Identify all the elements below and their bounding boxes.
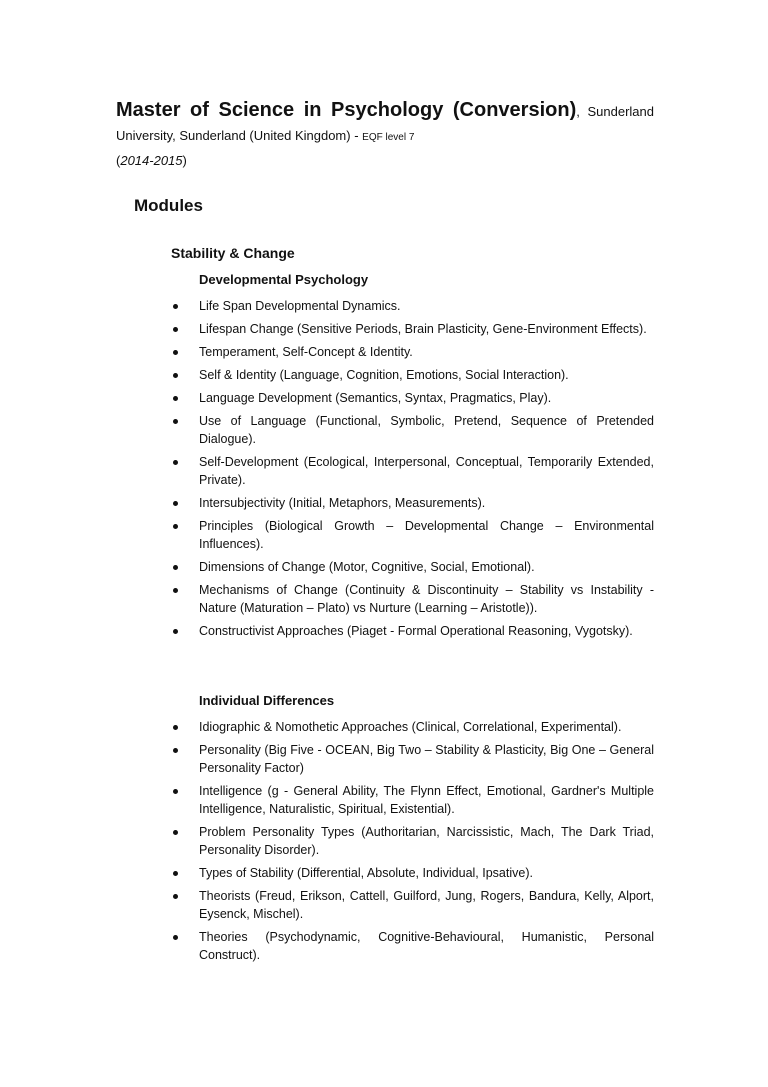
bullet-icon (173, 501, 178, 506)
bullet-icon (173, 373, 178, 378)
list-item-text: Theorists (Freud, Erikson, Cattell, Guilford, Jung, Rogers, Bandura, Kelly, Alport, Eysenck, Mischel). (199, 889, 654, 921)
list-item (170, 887, 654, 923)
bullet-icon (173, 304, 178, 309)
bullet-icon (173, 419, 178, 424)
eqf-level: EQF level 7 (362, 132, 415, 143)
institution-part-b: University, Sunderland (United Kingdom) - (116, 128, 363, 143)
list-item-text: Language Development (Semantics, Syntax, Pragmatics, Play). (199, 391, 552, 405)
bullet-icon (173, 871, 178, 876)
bullet-icon (173, 396, 178, 401)
bullet-icon (173, 789, 178, 794)
list-item (170, 928, 654, 964)
list-item-text: Theories (Psychodynamic, Cognitive-Behavioural, Humanistic, Personal Construct). (199, 930, 654, 962)
bullet-icon (173, 565, 178, 570)
list-item-text: Self-Development (Ecological, Interpersonal, Conceptual, Temporarily Extended, Private). (199, 455, 654, 487)
institution-line (116, 126, 654, 148)
list-item-text: Temperament, Self-Concept & Identity. (199, 345, 413, 359)
bullet-icon (173, 894, 178, 899)
years-range: 2014-2015 (120, 153, 183, 168)
bullet-icon (173, 524, 178, 529)
bullet-icon (173, 350, 178, 355)
section-heading: Stability & Change (171, 245, 295, 261)
list-item-text: Personality (Big Five - OCEAN, Big Two – Stability & Plasticity, Big One – General Personality Factor) (199, 743, 654, 775)
list-item-text: Self & Identity (Language, Cognition, Emotions, Social Interaction). (199, 368, 569, 382)
list-item (170, 782, 654, 818)
bullet-icon (173, 588, 178, 593)
bullet-icon (173, 830, 178, 835)
list-item (170, 412, 654, 448)
list-item (170, 494, 654, 512)
list-item-text: Problem Personality Types (Authoritarian, Narcissistic, Mach, The Dark Triad, Personality Disorder). (199, 825, 654, 857)
list-item (170, 581, 654, 617)
list-item-text: Types of Stability (Differential, Absolute, Individual, Ipsative). (199, 866, 533, 880)
bullet-icon (173, 935, 178, 940)
list-item-text: Intersubjectivity (Initial, Metaphors, Measurements). (199, 496, 486, 510)
list-item (170, 320, 654, 338)
list-item-text: Constructivist Approaches (Piaget - Formal Operational Reasoning, Vygotsky). (199, 624, 633, 638)
bullet-icon (173, 748, 178, 753)
list-item-text: Use of Language (Functional, Symbolic, Pretend, Sequence of Pretended Dialogue). (199, 414, 654, 446)
list-item (170, 297, 654, 315)
bullet-icon (173, 327, 178, 332)
individual-heading: Individual Differences (199, 693, 335, 708)
years-close: ) (182, 153, 187, 168)
list-item (170, 389, 654, 407)
bullet-icon (173, 725, 178, 730)
institution-part-a: , Sunderland (576, 104, 654, 119)
list-item (170, 718, 654, 736)
list-item (170, 366, 654, 384)
list-item-text: Mechanisms of Change (Continuity & Discontinuity – Stability vs Instability - Nature (Maturation – Plato) vs Nurture (Learning – Aristotle)). (199, 583, 654, 615)
list-item (170, 622, 654, 640)
modules-heading: Modules (134, 196, 203, 215)
list-item-text: Life Span Developmental Dynamics. (199, 299, 401, 313)
list-item-text: Principles (Biological Growth – Developmental Change – Environmental Influences). (199, 519, 654, 551)
list-item-text: Intelligence (g - General Ability, The Flynn Effect, Emotional, Gardner's Multiple Intelligence, Naturalistic, Spiritual, Existential). (199, 784, 654, 816)
degree-title: Master of Science in Psychology (Conversion) (116, 99, 577, 121)
degree-title-line (116, 96, 654, 126)
list-item (170, 517, 654, 553)
bullet-icon (173, 629, 178, 634)
bullet-icon (173, 460, 178, 465)
list-item-text: Lifespan Change (Sensitive Periods, Brain Plasticity, Gene-Environment Effects). (199, 322, 647, 336)
list-item (170, 864, 654, 882)
list-item (170, 823, 654, 859)
individual-list (170, 718, 654, 969)
list-item (170, 343, 654, 361)
developmental-heading: Developmental Psychology (199, 272, 369, 287)
list-item (170, 558, 654, 576)
degree-header (116, 96, 654, 172)
developmental-list (170, 297, 654, 645)
study-years (116, 150, 654, 172)
years-open: ( (116, 153, 121, 168)
list-item (170, 741, 654, 777)
list-item (170, 453, 654, 489)
list-item-text: Dimensions of Change (Motor, Cognitive, Social, Emotional). (199, 560, 535, 574)
list-item-text: Idiographic & Nomothetic Approaches (Clinical, Correlational, Experimental). (199, 720, 622, 734)
